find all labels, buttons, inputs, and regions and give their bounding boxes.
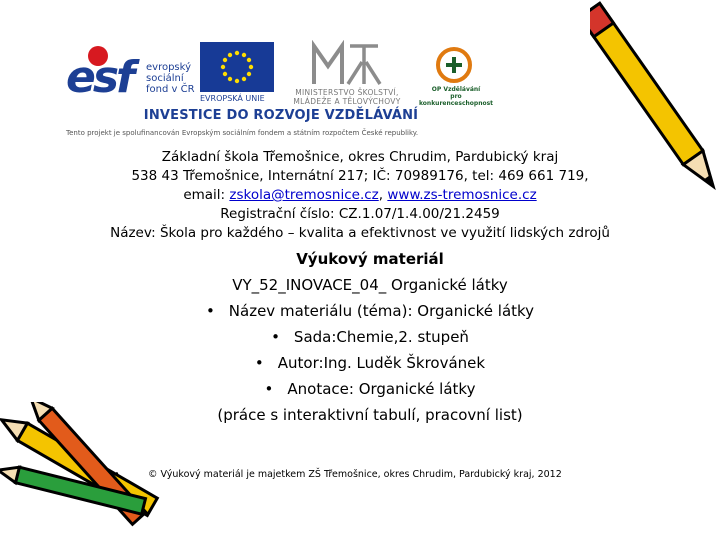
op-mark-icon xyxy=(424,46,484,84)
pencils-bottom-left-icon xyxy=(0,402,160,540)
eu-label: EVROPSKÁ UNIE xyxy=(200,94,265,103)
esf-caption-line: sociální xyxy=(146,73,184,84)
esf-logo xyxy=(66,42,196,102)
material-heading: Výukový materiál xyxy=(296,250,444,268)
esf-caption xyxy=(146,62,195,95)
footer-copyright: © Výukový materiál je majetkem ZŠ Třemošnice, okres Chrudim, Pardubický kraj, 2012 xyxy=(148,469,562,480)
material-annotation: • Anotace: Organické látky xyxy=(160,376,580,402)
op-label-line: OP Vzdělávání xyxy=(431,86,481,93)
esf-caption-line: fond v ČR xyxy=(146,84,195,95)
eu-flag-icon xyxy=(200,42,274,92)
material-set: • Sada:Chemie,2. stupeň xyxy=(160,324,580,350)
school-address-line: 538 43 Třemošnice, Internátní 217; IČ: 70989176, tel: 469 661 719, xyxy=(131,168,589,184)
material-annotation-detail: (práce s interaktivní tabulí, pracovní list) xyxy=(217,406,523,424)
email-link[interactable]: zskola@tremosnice.cz xyxy=(229,187,379,203)
esf-mark: esf xyxy=(66,52,133,103)
registration-number: Registrační číslo: CZ.1.07/1.4.00/21.2459 xyxy=(220,206,500,222)
material-info xyxy=(160,246,580,428)
school-contact-line xyxy=(60,186,660,205)
op-logo xyxy=(424,46,484,84)
eu-stars xyxy=(200,42,274,92)
school-name-line: Základní škola Třemošnice, okres Chrudim, Pardubický kraj xyxy=(161,149,559,165)
email-label: email: xyxy=(183,187,230,203)
msmt-logo xyxy=(304,40,388,88)
invest-heading: INVESTICE DO ROZVOJE VZDĚLÁVÁNÍ xyxy=(143,108,419,123)
school-header xyxy=(60,148,660,243)
msmt-mark-icon xyxy=(304,40,388,88)
footer-bullet: • xyxy=(114,469,120,480)
logo-banner xyxy=(66,38,496,142)
project-note: Tento projekt je spolufinancován Evropským sociálním fondem a státním rozpočtem České republiky. xyxy=(66,129,419,137)
op-label-line: pro konkurenceschopnost xyxy=(418,93,494,107)
contact-separator: , xyxy=(378,187,388,203)
web-link[interactable]: www.zs-tremosnice.cz xyxy=(387,187,537,203)
msmt-label-line: MLÁDEŽE A TĚLOVÝCHOVY xyxy=(293,97,401,106)
msmt-label xyxy=(282,88,412,106)
material-author: • Autor:Ing. Luděk Škrovánek xyxy=(160,350,580,376)
op-label xyxy=(414,86,498,107)
esf-caption-line: evropský xyxy=(146,62,191,73)
material-code: VY_52_INOVACE_04_ Organické látky xyxy=(232,276,508,294)
msmt-label-line: MINISTERSTVO ŠKOLSTVÍ, xyxy=(295,88,399,97)
project-name: Název: Škola pro každého – kvalita a efektivnost ve využití lidských zdrojů xyxy=(110,225,610,241)
material-name: • Název materiálu (téma): Organické látky xyxy=(160,298,580,324)
